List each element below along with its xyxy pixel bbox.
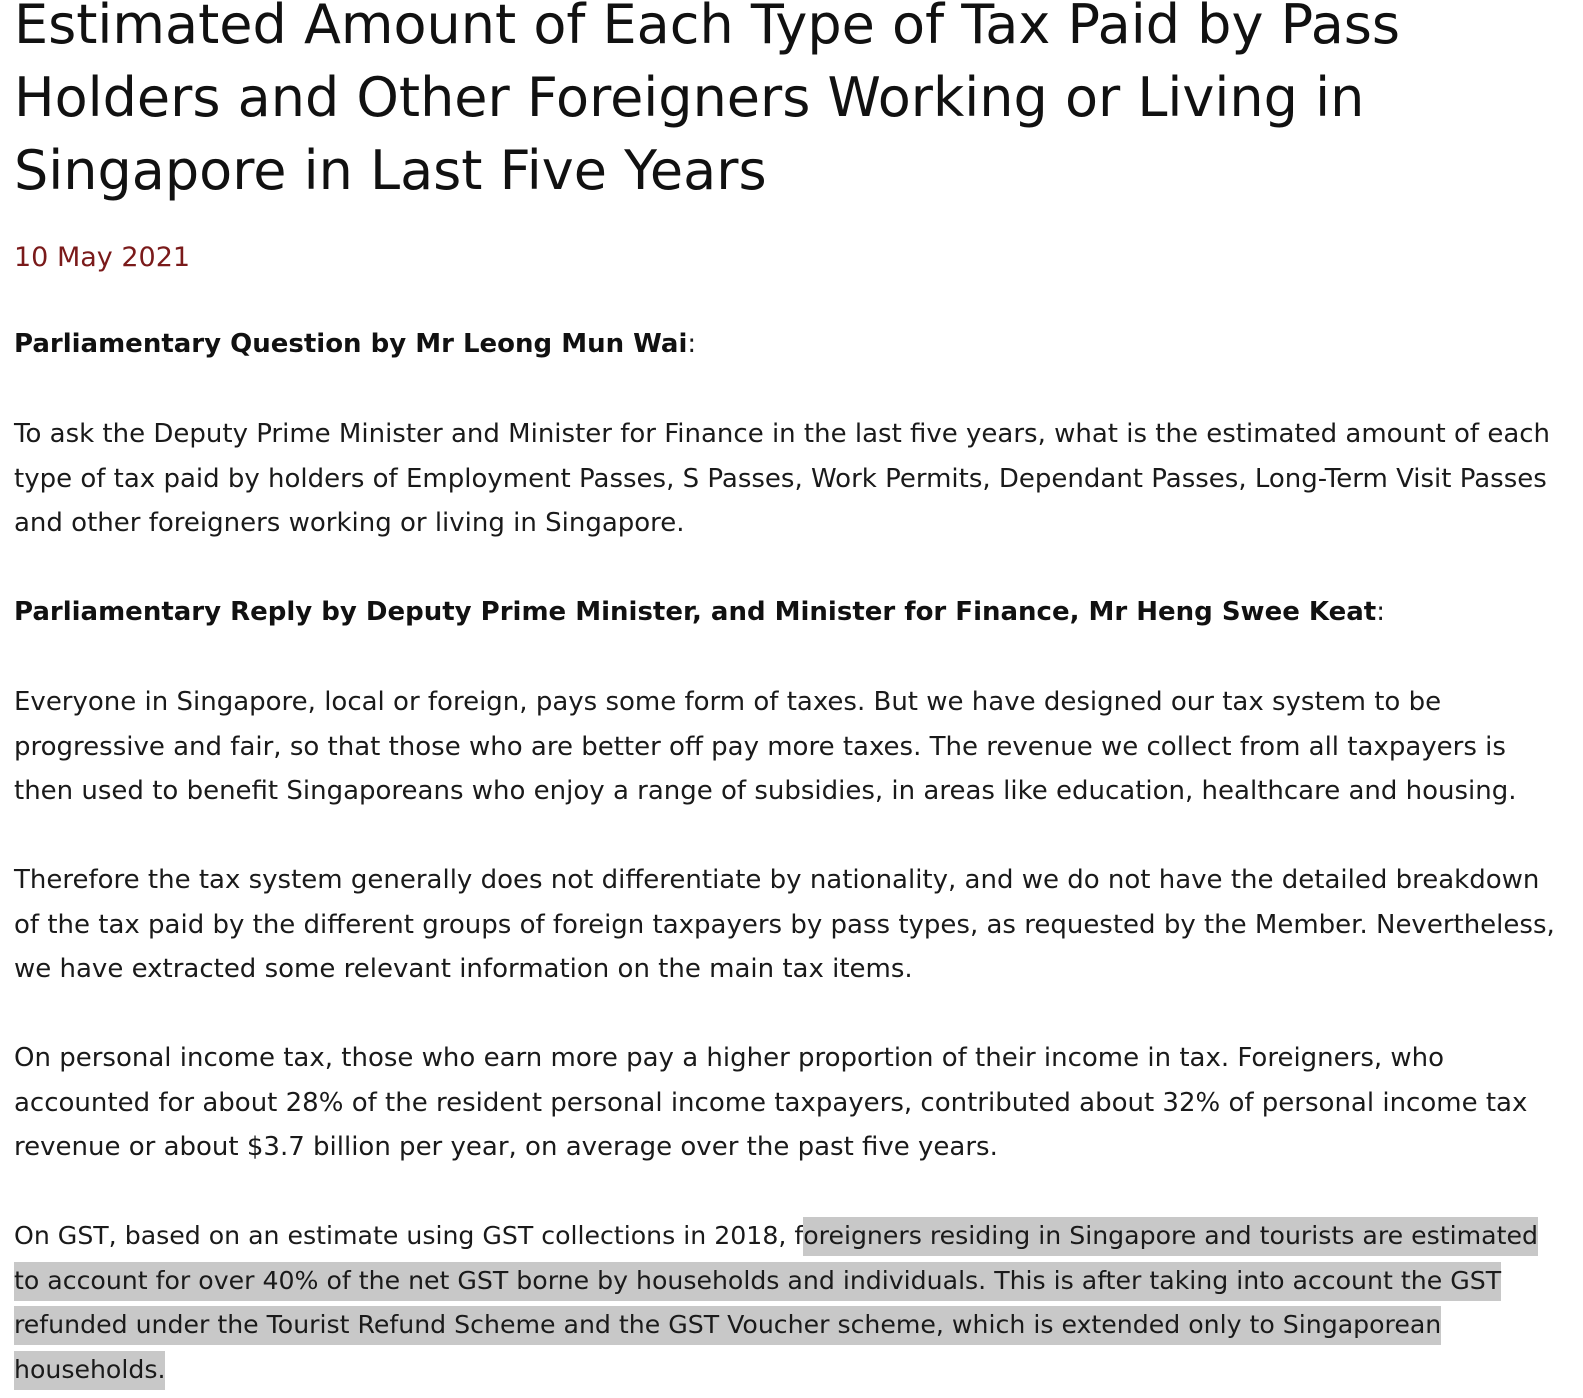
question-text: To ask the Deputy Prime Minister and Minister for Finance in the last five years, what is the estimated amount of each type of tax paid by holders of Employment Passes, S Passes, Work Permits, Dependant Passes, Long-Term Visit Passes and other foreigners working or living in Singapore. — [14, 419, 1551, 538]
question-heading: Parliamentary Question by Mr Leong Mun Wai — [14, 329, 688, 359]
reply-heading: Parliamentary Reply by Deputy Prime Minister, and Minister for Finance, Mr Heng Swee Keat — [14, 597, 1377, 627]
question-heading-paragraph: Parliamentary Question by Mr Leong Mun Wai: — [14, 329, 697, 359]
reply-heading-paragraph: Parliamentary Reply by Deputy Prime Minister, and Minister for Finance, Mr Heng Swee Keat: — [14, 597, 1385, 627]
reply-paragraph-2: Therefore the tax system generally does not differentiate by nationality, and we do not have the detailed breakdown of the tax paid by the different groups of foreign taxpayers by pass types, as requested by the Member. Nevertheless, we have extracted some relevant information on the main tax items. — [14, 865, 1555, 984]
article-date: 10 May 2021 — [14, 242, 191, 273]
highlighted-selection: oreigners residing in Singapore and tourists are estimated to account for over 40% of the net GST borne by households and individuals. This is after taking into account the GST refunded under the Tourist Refund Scheme and the GST Voucher scheme, which is extended only to Singaporean households. — [14, 1217, 1538, 1390]
reply-paragraph-4-start: On GST, based on an estimate using GST collections in 2018, f — [14, 1221, 804, 1250]
reply-paragraph-1: Everyone in Singapore, local or foreign, pays some form of taxes. But we have designed our tax system to be progressive and fair, so that those who are better off pay more taxes. The revenue we collect from all taxpayers is then used to benefit Singaporeans who enjoy a range of subsidies, in areas like education, healthcare and housing. — [14, 687, 1517, 806]
article-title: Estimated Amount of Each Type of Tax Paid by Pass Holders and Other Foreigners Working or Living in Singapore in Last Five Years — [14, 0, 1401, 202]
reply-paragraph-4 — [14, 1214, 1569, 1392]
reply-paragraph-3: On personal income tax, those who earn more pay a higher proportion of their income in tax. Foreigners, who accounted for about 28% of the resident personal income taxpayers, contributed about 32% of personal income tax revenue or about $3.7 billion per year, on average over the past five years. — [14, 1043, 1528, 1162]
